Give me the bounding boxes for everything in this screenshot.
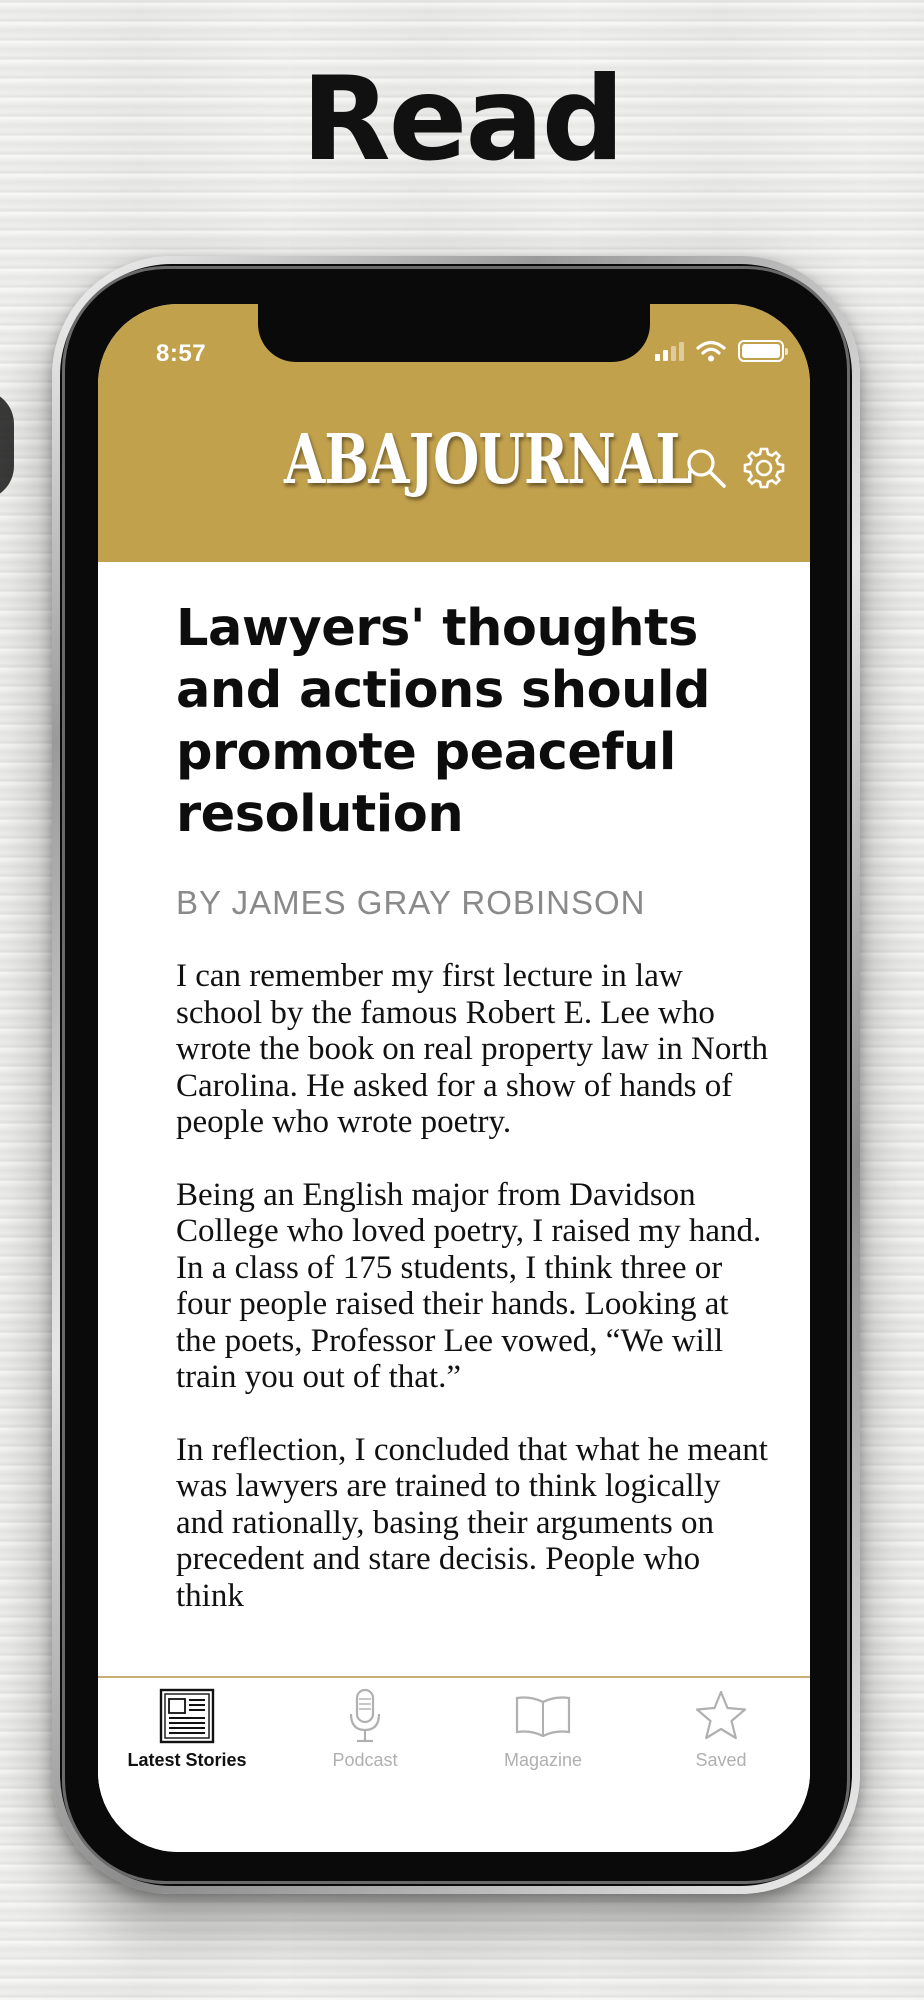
tab-label: Magazine	[503, 1750, 583, 1770]
article-paragraph: Being an English major from Davidson College who loved poetry, I raised my hand. In a class of 175 students, I think three or four people raised their hands. Looking at the poets, Professor Lee vowed, “We will train you out of that.”	[176, 1176, 762, 1395]
brand-logo: ABAJOURNAL	[284, 420, 692, 500]
tab-label: Saved	[695, 1750, 747, 1770]
phone-notch	[258, 304, 650, 362]
newspaper-icon	[157, 1686, 217, 1746]
tab-magazine[interactable]	[454, 1686, 632, 1786]
tab-podcast[interactable]	[276, 1686, 454, 1786]
status-icons	[655, 338, 784, 364]
tab-label: Latest Stories	[127, 1750, 247, 1770]
tab-label: Podcast	[332, 1750, 398, 1770]
article-paragraph: I can remember my first lecture in law school by the famous Robert E. Lee who wrote the book on real property law in North Carolina. He asked for a show of hands of people who wrote poetry.	[176, 958, 769, 1140]
bottom-tab-bar	[98, 1676, 810, 1852]
adjacent-phone-edge	[0, 390, 14, 500]
article-paragraph: In reflection, I concluded that what he meant was lawyers are trained to think logically and rationally, basing their arguments on precedent and stare decisis. People who think	[176, 1431, 768, 1614]
tab-saved[interactable]	[632, 1686, 810, 1786]
battery-icon	[738, 340, 784, 362]
microphone-icon	[335, 1686, 395, 1746]
phone-screen	[98, 304, 810, 1852]
gear-icon[interactable]	[741, 445, 787, 491]
article-byline: BY JAMES GRAY ROBINSON	[176, 884, 646, 921]
article-body	[176, 958, 776, 1614]
article-title: Lawyers' thoughts and actions should promote peaceful resolution	[176, 599, 710, 844]
article-content[interactable]	[176, 562, 776, 1676]
tab-latest-stories[interactable]	[98, 1686, 276, 1786]
cellular-signal-icon	[655, 341, 684, 361]
search-icon[interactable]	[684, 446, 728, 490]
status-time: 8:57	[156, 340, 207, 367]
open-book-icon	[513, 1686, 573, 1746]
star-icon	[691, 1686, 751, 1746]
promo-headline: Read	[301, 52, 623, 187]
wifi-icon	[696, 340, 726, 362]
app-header	[98, 304, 810, 562]
